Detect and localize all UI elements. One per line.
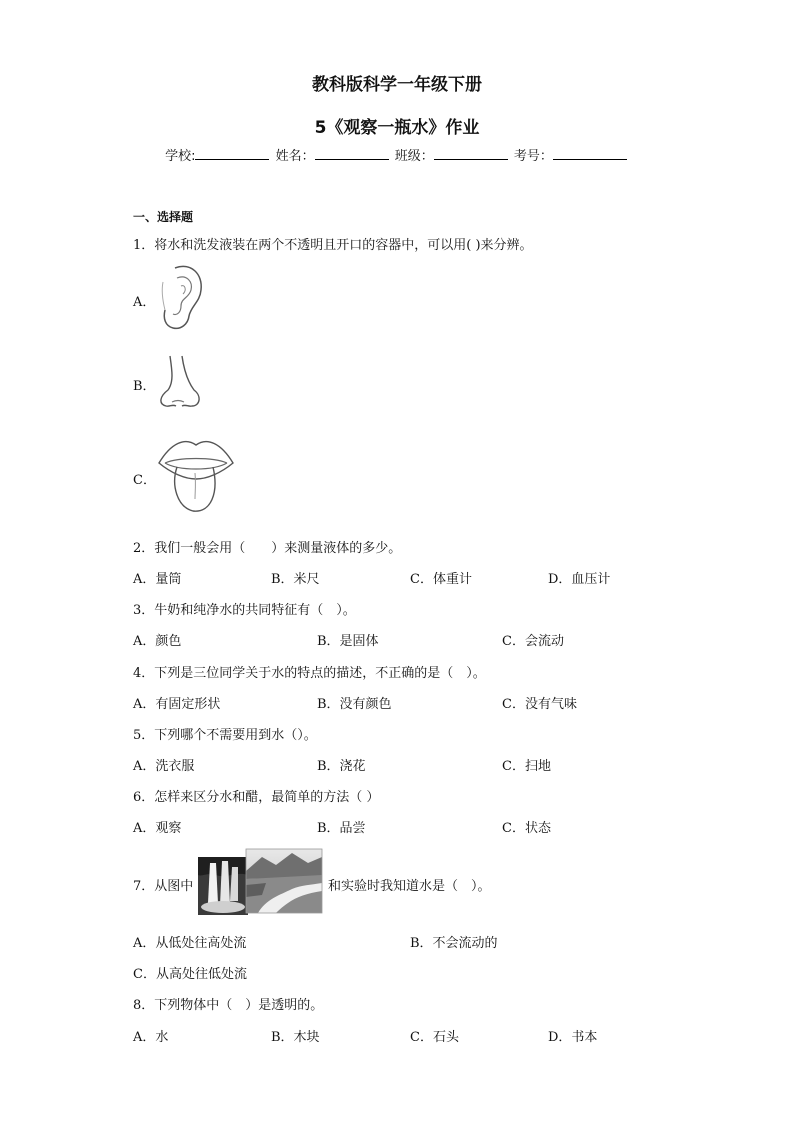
tongue-icon <box>155 433 237 515</box>
page-title: 教科版科学一年级下册 <box>312 75 482 95</box>
name-blank[interactable] <box>315 147 389 160</box>
q6-option-a[interactable]: A．观察 <box>133 821 182 836</box>
ear-icon <box>155 262 210 332</box>
q2-option-a[interactable]: A．量筒 <box>133 572 182 587</box>
q3-option-b[interactable]: B．是固体 <box>317 634 379 649</box>
q6-option-c[interactable]: C．状态 <box>502 821 551 836</box>
q1-option-b[interactable]: B． <box>133 379 156 394</box>
exam-number-label: 考号： <box>513 149 553 164</box>
question-7-start: 7．从图中 <box>133 879 194 894</box>
q1-option-a[interactable]: A． <box>133 295 156 310</box>
exam-number-blank[interactable] <box>553 147 627 160</box>
q3-option-c[interactable]: C．会流动 <box>502 634 564 649</box>
q5-option-b[interactable]: B．浇花 <box>317 759 366 774</box>
question-3: 3．牛奶和纯净水的共同特征有（ ）。 <box>133 603 356 618</box>
q8-option-c[interactable]: C．石头 <box>410 1030 459 1045</box>
class-label: 班级： <box>394 149 434 164</box>
q5-option-c[interactable]: C．扫地 <box>502 759 551 774</box>
q7-option-b[interactable]: B．不会流动的 <box>410 936 498 951</box>
school-label: 学校: <box>165 149 196 164</box>
q7-option-a[interactable]: A．从低处往高处流 <box>133 936 247 951</box>
q4-option-b[interactable]: B．没有颜色 <box>317 697 392 712</box>
q2-option-b[interactable]: B．米尺 <box>271 572 320 587</box>
class-blank[interactable] <box>434 147 508 160</box>
waterfall-stream-photo <box>196 845 324 917</box>
q3-option-a[interactable]: A．颜色 <box>133 634 182 649</box>
nose-icon <box>152 352 207 412</box>
q8-option-b[interactable]: B．木块 <box>271 1030 320 1045</box>
q5-option-a[interactable]: A．洗衣服 <box>133 759 195 774</box>
q6-option-b[interactable]: B．品尝 <box>317 821 366 836</box>
question-1: 1．将水和洗发液装在两个不透明且开口的容器中，可以用( )来分辨。 <box>133 238 533 253</box>
student-info-line <box>0 145 794 164</box>
q2-option-c[interactable]: C．体重计 <box>410 572 472 587</box>
question-4: 4．下列是三位同学关于水的特点的描述，不正确的是（ ）。 <box>133 666 486 681</box>
q2-option-d[interactable]: D．血压计 <box>548 572 611 587</box>
section-title: 一、选择题 <box>133 210 194 224</box>
question-7-end: 和实验时我知道水是（ ）。 <box>328 879 491 894</box>
school-blank[interactable] <box>195 147 269 160</box>
q4-option-a[interactable]: A．有固定形状 <box>133 697 221 712</box>
q8-option-d[interactable]: D．书本 <box>548 1030 598 1045</box>
name-label: 姓名： <box>275 149 315 164</box>
question-6: 6．怎样来区分水和醋，最简单的方法（ ） <box>133 790 380 805</box>
q1-option-c[interactable]: C． <box>133 473 156 488</box>
question-2: 2．我们一般会用（ ）来测量液体的多少。 <box>133 541 402 556</box>
q8-option-a[interactable]: A．水 <box>133 1030 169 1045</box>
page-subtitle: 5《观察一瓶水》作业 <box>314 118 480 138</box>
q4-option-c[interactable]: C．没有气味 <box>502 697 577 712</box>
q7-option-c[interactable]: C．从高处往低处流 <box>133 967 247 982</box>
question-8: 8．下列物体中（ ）是透明的。 <box>133 998 324 1013</box>
question-5: 5．下列哪个不需要用到水（）。 <box>133 728 317 743</box>
